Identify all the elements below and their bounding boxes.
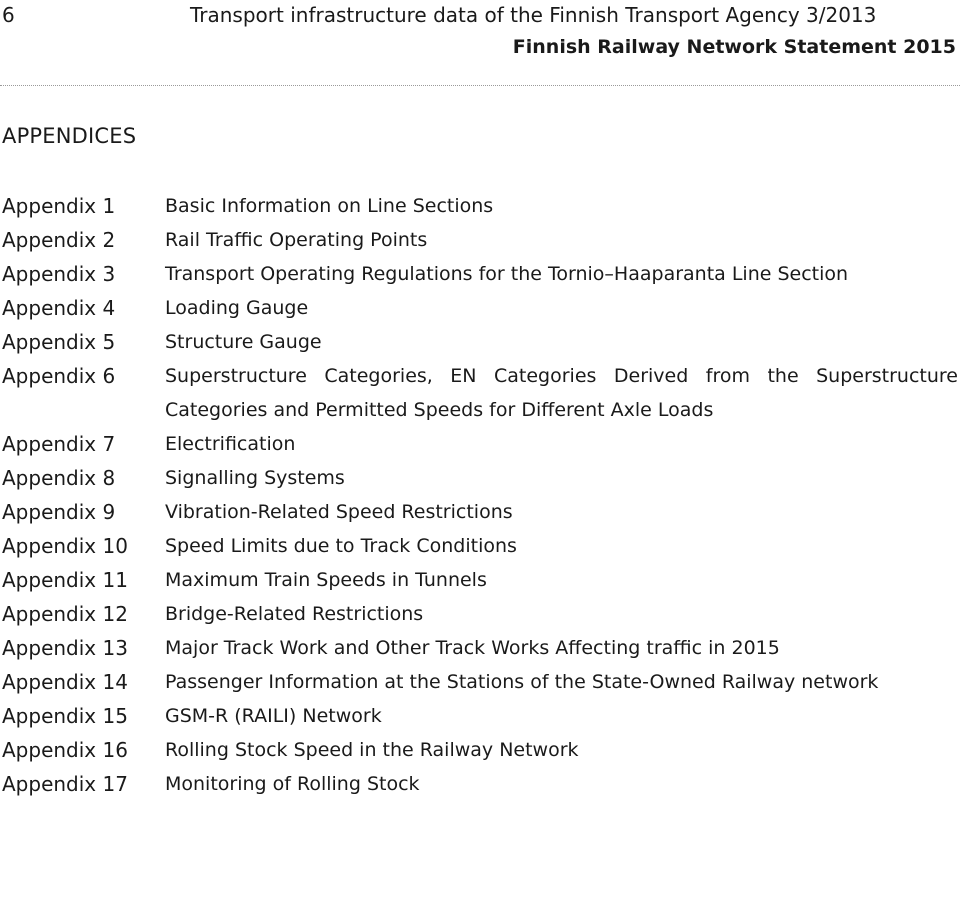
- appendix-title: Speed Limits due to Track Conditions: [165, 535, 517, 557]
- appendix-row: [2, 495, 958, 529]
- appendix-label: Appendix 1: [2, 194, 116, 218]
- appendix-label: Appendix 11: [2, 568, 128, 592]
- appendix-label: Appendix 12: [2, 602, 128, 626]
- appendix-row: [2, 257, 958, 291]
- appendix-label: Appendix 15: [2, 704, 128, 728]
- appendix-label: Appendix 2: [2, 228, 116, 252]
- appendix-label: Appendix 10: [2, 534, 128, 558]
- running-header-publication: Transport infrastructure data of the Finnish Transport Agency 3/2013: [190, 3, 877, 27]
- appendix-title: Monitoring of Rolling Stock: [165, 773, 420, 795]
- appendix-row: [2, 223, 958, 257]
- appendix-title: Passenger Information at the Stations of the State-Owned Railway network: [165, 671, 879, 693]
- appendix-row: [2, 359, 958, 427]
- appendix-row: [2, 189, 958, 223]
- appendix-title: Basic Information on Line Sections: [165, 195, 494, 217]
- appendix-title: Electrification: [165, 433, 296, 455]
- appendix-label: Appendix 8: [2, 466, 116, 490]
- running-header-document-title: Finnish Railway Network Statement 2015: [512, 36, 956, 58]
- appendix-row: [2, 665, 958, 699]
- appendix-title: Transport Operating Regulations for the Tornio–Haaparanta Line Section: [165, 263, 849, 285]
- appendix-label: Appendix 3: [2, 262, 116, 286]
- appendix-row: [2, 291, 958, 325]
- appendix-label: Appendix 17: [2, 772, 128, 796]
- appendix-title: Rolling Stock Speed in the Railway Network: [165, 739, 579, 761]
- appendix-row: [2, 325, 958, 359]
- appendix-title: Loading Gauge: [165, 297, 309, 319]
- appendix-label: Appendix 13: [2, 636, 128, 660]
- appendix-row: [2, 631, 958, 665]
- appendix-title: Superstructure Categories, EN Categories Derived from the Superstructure Categories and Permitted Speeds for Different Axle Loads: [165, 365, 958, 421]
- appendix-title: Major Track Work and Other Track Works Affecting traffic in 2015: [165, 637, 780, 659]
- appendix-row: [2, 461, 958, 495]
- appendix-row: [2, 427, 958, 461]
- appendix-title: GSM-R (RAILI) Network: [165, 705, 382, 727]
- appendix-label: Appendix 6: [2, 364, 116, 388]
- appendix-label: Appendix 16: [2, 738, 128, 762]
- appendix-row: [2, 699, 958, 733]
- section-heading: APPENDICES: [2, 124, 137, 148]
- appendix-row: [2, 733, 958, 767]
- appendix-list: [2, 189, 958, 801]
- appendix-row: [2, 563, 958, 597]
- appendix-label: Appendix 7: [2, 432, 116, 456]
- appendix-title: Bridge-Related Restrictions: [165, 603, 424, 625]
- appendix-title: Signalling Systems: [165, 467, 345, 489]
- header-divider: [0, 85, 960, 86]
- appendix-title: Structure Gauge: [165, 331, 322, 353]
- appendix-row: [2, 767, 958, 801]
- appendix-label: Appendix 4: [2, 296, 116, 320]
- appendix-label: Appendix 9: [2, 500, 116, 524]
- appendix-title: Maximum Train Speeds in Tunnels: [165, 569, 487, 591]
- appendix-row: [2, 597, 958, 631]
- appendix-label: Appendix 5: [2, 330, 116, 354]
- appendix-title: Rail Traffic Operating Points: [165, 229, 428, 251]
- appendix-row: [2, 529, 958, 563]
- page-number: 6: [2, 3, 15, 27]
- appendix-label: Appendix 14: [2, 670, 128, 694]
- appendix-title: Vibration-Related Speed Restrictions: [165, 501, 513, 523]
